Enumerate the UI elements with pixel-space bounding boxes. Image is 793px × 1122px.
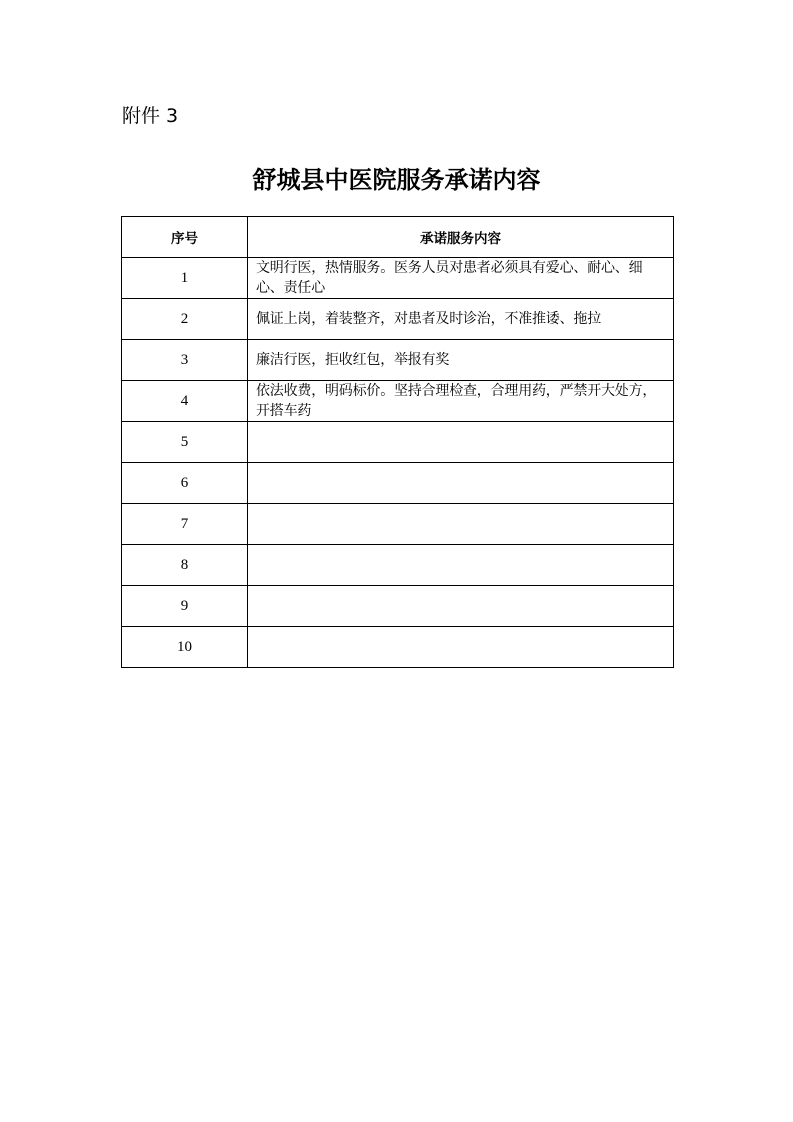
row-number: 10 (122, 627, 248, 668)
table-row (122, 504, 674, 545)
row-number: 6 (122, 463, 248, 504)
row-content (248, 504, 674, 545)
row-content: 廉洁行医，拒收红包，举报有奖 (248, 340, 674, 381)
table-row (122, 381, 674, 422)
header-content: 承诺服务内容 (248, 217, 674, 258)
header-number: 序号 (122, 217, 248, 258)
row-number: 9 (122, 586, 248, 627)
table-row (122, 340, 674, 381)
attachment-label: 附件 3 (122, 105, 179, 127)
table-row (122, 545, 674, 586)
row-content (248, 545, 674, 586)
document-title: 舒城县中医院服务承诺内容 (252, 165, 541, 194)
table-row (122, 258, 674, 299)
row-number: 2 (122, 299, 248, 340)
table-header-row (122, 217, 674, 258)
row-content: 佩证上岗，着装整齐，对患者及时诊治，不准推诿、拖拉 (248, 299, 674, 340)
row-number: 4 (122, 381, 248, 422)
row-number: 5 (122, 422, 248, 463)
row-number: 3 (122, 340, 248, 381)
row-content: 文明行医，热情服务。医务人员对患者必须具有爱心、耐心、细心、责任心 (248, 258, 674, 299)
row-number: 8 (122, 545, 248, 586)
row-number: 1 (122, 258, 248, 299)
row-number: 7 (122, 504, 248, 545)
row-content (248, 627, 674, 668)
service-promise-table (121, 216, 674, 668)
table-row (122, 299, 674, 340)
row-content (248, 463, 674, 504)
row-content: 依法收费，明码标价。坚持合理检查，合理用药，严禁开大处方，开搭车药 (248, 381, 674, 422)
table-row (122, 463, 674, 504)
row-content (248, 422, 674, 463)
table-row (122, 422, 674, 463)
row-content (248, 586, 674, 627)
table-row (122, 627, 674, 668)
table-row (122, 586, 674, 627)
